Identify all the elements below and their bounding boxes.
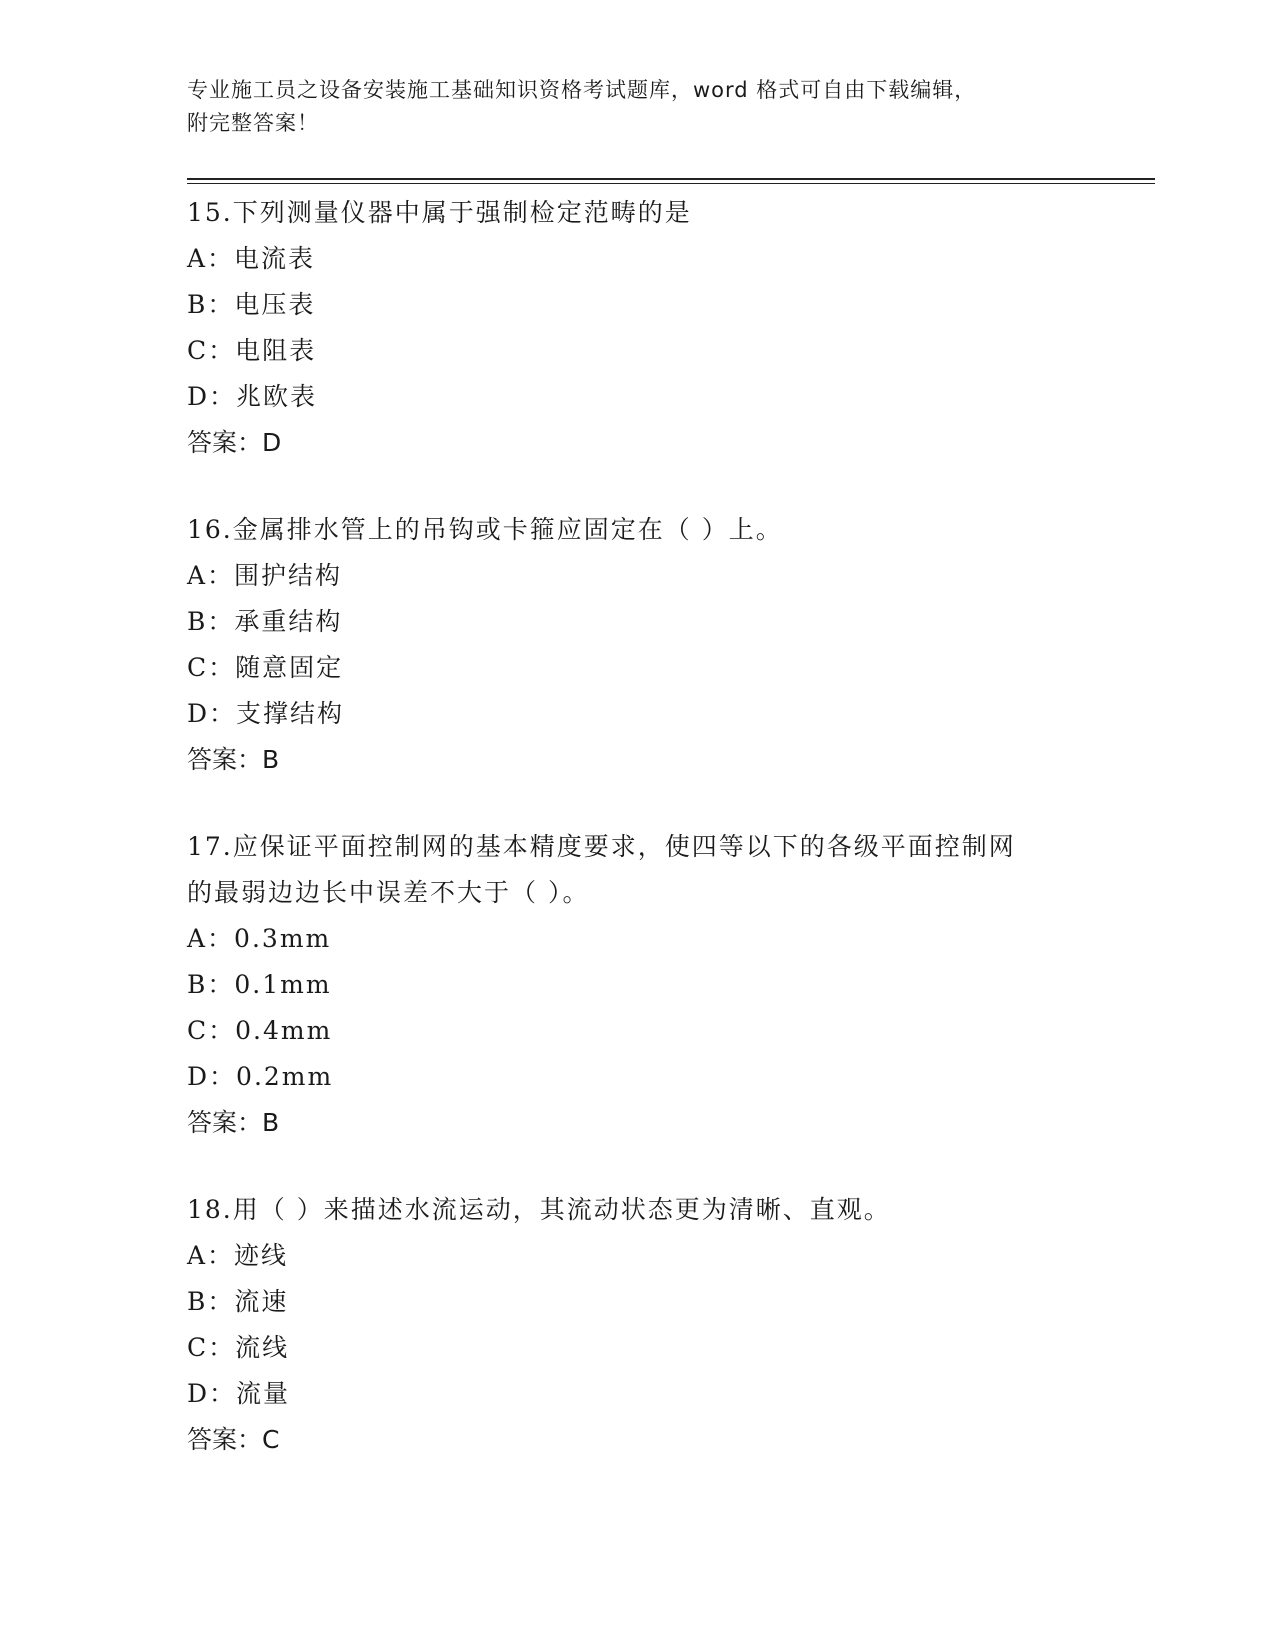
option-a: A：0.3mm (187, 924, 332, 953)
answer-label: 答案：B (187, 745, 280, 774)
option-d: D：支撑结构 (187, 699, 345, 728)
question-17 (187, 824, 1087, 1146)
option-d: D：流量 (187, 1379, 291, 1408)
option-a: A：围护结构 (187, 561, 343, 590)
question-16 (187, 507, 1087, 783)
question-text-line-1: 17.应保证平面控制网的基本精度要求，使四等以下的各级平面控制网 (187, 832, 1016, 861)
option-d: D：兆欧表 (187, 382, 318, 411)
option-b: B：0.1mm (187, 970, 332, 999)
option-b: B：流速 (187, 1287, 289, 1316)
header-divider-thin (187, 183, 1155, 184)
option-d: D：0.2mm (187, 1062, 334, 1091)
option-b: B：承重结构 (187, 607, 343, 636)
option-c: C：流线 (187, 1333, 290, 1362)
option-a: A：迹线 (187, 1241, 289, 1270)
answer-label: 答案：C (187, 1425, 280, 1454)
question-18 (187, 1187, 1087, 1463)
question-text: 18.用（ ）来描述水流运动，其流动状态更为清晰、直观。 (187, 1195, 891, 1224)
question-list (187, 190, 1087, 1504)
header-line-2: 附完整答案！ (187, 111, 319, 135)
header-divider (187, 178, 1155, 180)
option-c: C：随意固定 (187, 653, 344, 682)
question-text: 15.下列测量仪器中属于强制检定范畴的是 (187, 198, 692, 227)
option-a: A：电流表 (187, 244, 316, 273)
answer-label: 答案：D (187, 428, 282, 457)
page-header (187, 74, 1087, 140)
question-15 (187, 190, 1087, 466)
question-text-line-2: 的最弱边边长中误差不大于（ ）。 (187, 878, 590, 907)
option-c: C：电阻表 (187, 336, 317, 365)
option-b: B：电压表 (187, 290, 316, 319)
option-c: C：0.4mm (187, 1016, 333, 1045)
question-text: 16.金属排水管上的吊钩或卡箍应固定在（ ）上。 (187, 515, 783, 544)
header-line-1: 专业施工员之设备安装施工基础知识资格考试题库，word 格式可自由下载编辑， (187, 78, 977, 102)
answer-label: 答案：B (187, 1108, 280, 1137)
